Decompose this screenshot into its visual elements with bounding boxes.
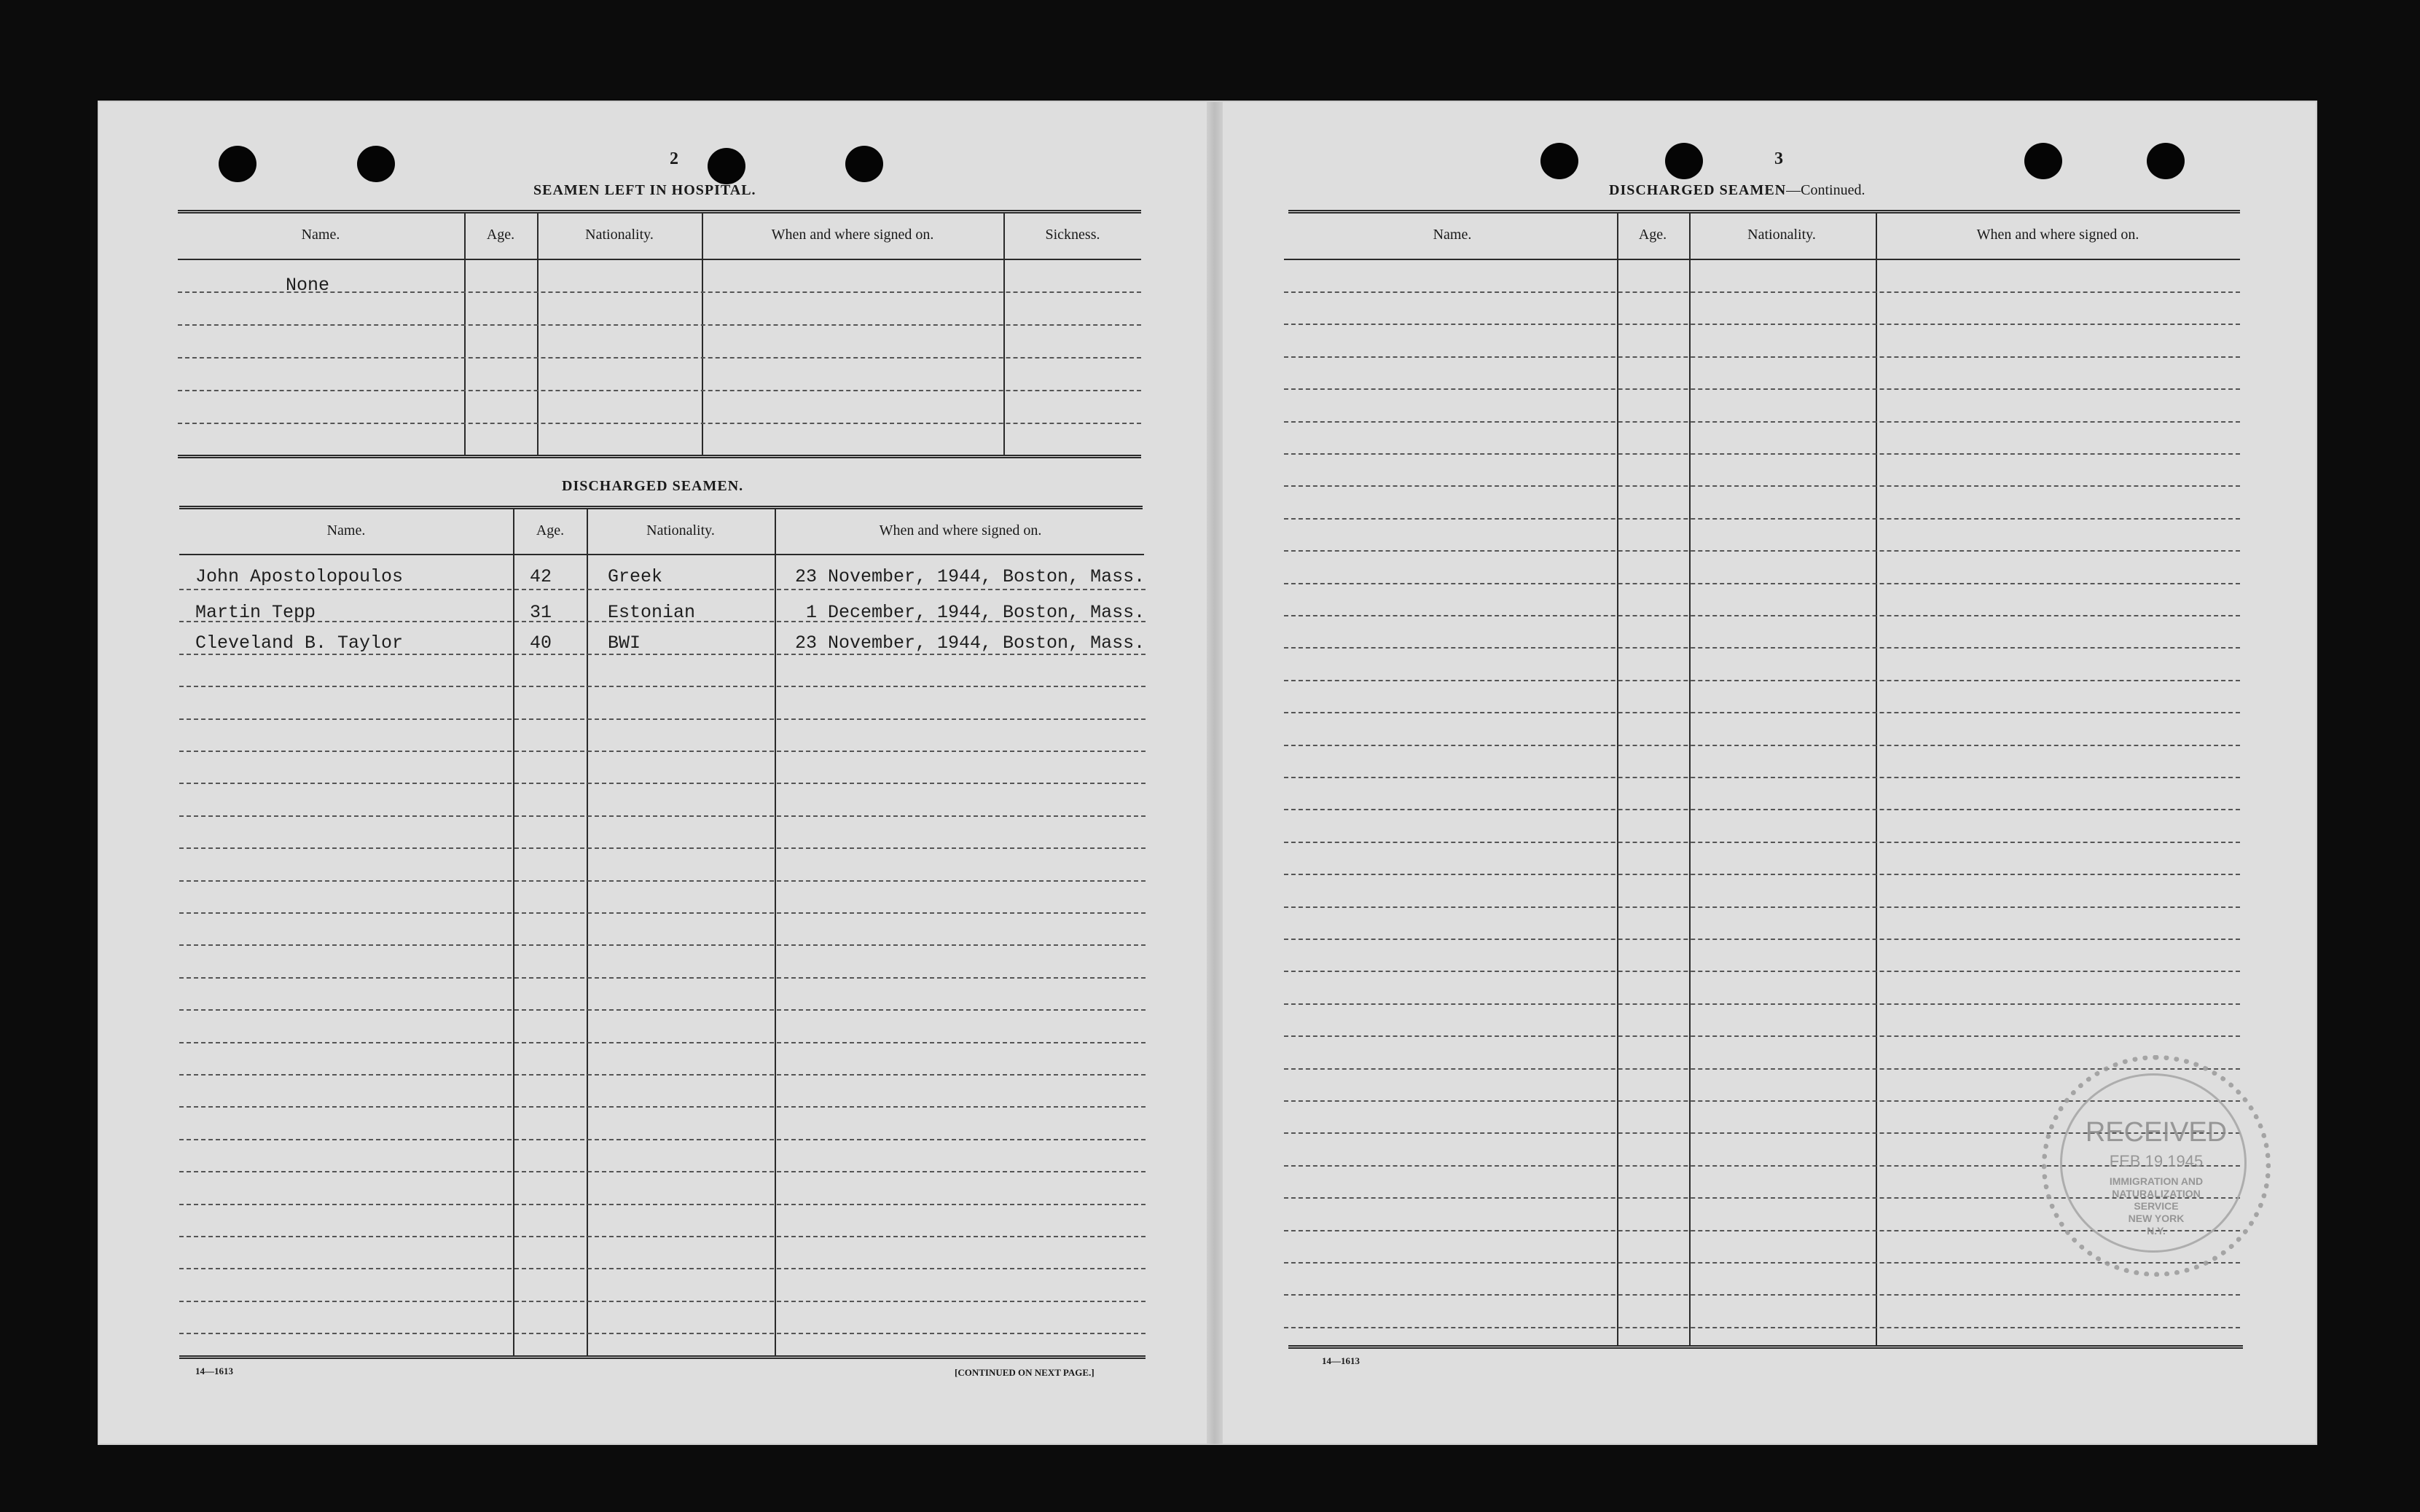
discharged-col-divider [775, 509, 776, 1357]
continued-note: [CONTINUED ON NEXT PAGE.] [955, 1367, 1095, 1378]
row-rule [179, 977, 1146, 979]
row-rule [1284, 518, 2240, 520]
seaman-signed-on: 23 November, 1944, Boston, Mass. [795, 566, 1146, 587]
row-rule [179, 1301, 1146, 1302]
row-rule [1284, 1035, 2240, 1037]
punch-hole [357, 146, 395, 182]
row-rule [179, 944, 1146, 946]
row-rule [1284, 291, 2240, 293]
row-rule [179, 1204, 1146, 1205]
row-rule [1284, 453, 2240, 455]
punch-hole [1540, 143, 1578, 179]
right-table-bottom-rule [1288, 1345, 2243, 1349]
right-table-top-rule [1288, 210, 2240, 214]
row-rule [1284, 583, 2240, 584]
punch-hole [708, 148, 745, 184]
row-rule [179, 1268, 1146, 1269]
row-rule [179, 654, 1146, 655]
hospital-col-divider [702, 213, 703, 455]
row-rule [1284, 939, 2240, 940]
discharged-table-top-rule [179, 506, 1143, 509]
row-rule [1284, 1327, 2240, 1328]
seaman-nationality: Estonian [608, 602, 696, 623]
row-rule [1284, 874, 2240, 875]
right-col-name: Name. [1433, 227, 1472, 243]
hospital-row-rule [178, 324, 1141, 326]
row-rule [179, 718, 1146, 720]
row-rule [1284, 745, 2240, 746]
seaman-name: Martin Tepp [195, 602, 316, 623]
row-rule [1284, 388, 2240, 390]
hospital-col-sickness: Sickness. [1045, 227, 1100, 243]
right-section-title [1609, 182, 1865, 199]
hospital-col-signed-on: When and where signed on. [771, 227, 934, 243]
punch-hole [219, 146, 257, 182]
row-rule [1284, 906, 2240, 908]
row-rule [179, 751, 1146, 752]
hospital-entry: None [286, 275, 330, 296]
row-rule [1284, 1262, 2240, 1264]
row-rule [1284, 680, 2240, 681]
row-rule [179, 1074, 1146, 1076]
row-rule [1284, 971, 2240, 972]
row-rule [1284, 842, 2240, 843]
stamp-agency-3: SERVICE [2134, 1200, 2179, 1212]
row-rule [179, 1009, 1146, 1011]
row-rule [1284, 1068, 2240, 1070]
hospital-row-rule [178, 390, 1141, 391]
row-rule [1284, 809, 2240, 810]
left-form-number: 14—1613 [195, 1366, 233, 1376]
row-rule [179, 1236, 1146, 1237]
hospital-row-rule [178, 423, 1141, 424]
stamp-agency-1: IMMIGRATION AND [2109, 1175, 2204, 1187]
hospital-col-divider [1003, 213, 1005, 455]
seaman-age: 40 [530, 632, 552, 654]
row-rule [179, 1171, 1146, 1172]
row-rule [1284, 647, 2240, 649]
left-page-number: 2 [670, 149, 678, 168]
seaman-nationality: Greek [608, 566, 663, 587]
row-rule [1284, 777, 2240, 778]
seaman-name: Cleveland B. Taylor [195, 632, 404, 654]
received-stamp [2042, 1055, 2271, 1277]
seaman-signed-on: 1 December, 1944, Boston, Mass. [806, 602, 1146, 623]
hospital-col-divider [537, 213, 539, 455]
row-rule [1284, 712, 2240, 713]
right-col-divider [1617, 213, 1618, 1347]
row-rule [179, 815, 1146, 817]
right-header-rule [1284, 259, 2240, 260]
stamp-state: N.Y. [2147, 1225, 2166, 1237]
row-rule [1284, 615, 2240, 616]
punch-hole [2024, 143, 2062, 179]
hospital-header-rule [178, 259, 1141, 260]
discharged-col-nationality: Nationality. [646, 522, 715, 538]
right-title-continued: —Continued. [1786, 182, 1865, 198]
hospital-section-title: SEAMEN LEFT IN HOSPITAL. [533, 182, 756, 198]
row-rule [1284, 1003, 2240, 1005]
right-form-number: 14—1613 [1322, 1355, 1360, 1366]
hospital-row-rule [178, 357, 1141, 359]
row-rule [1284, 485, 2240, 487]
hospital-col-name: Name. [301, 227, 340, 243]
discharged-col-name: Name. [326, 522, 366, 538]
stamp-city: NEW YORK [2128, 1213, 2185, 1224]
right-title-main: DISCHARGED SEAMEN [1609, 182, 1787, 198]
right-col-divider [1876, 213, 1877, 1347]
right-page-number: 3 [1774, 149, 1783, 168]
row-rule [179, 847, 1146, 849]
row-rule [1284, 356, 2240, 358]
stamp-date: FEB 19 1945 [2109, 1152, 2204, 1170]
row-rule [1284, 421, 2240, 423]
hospital-col-nationality: Nationality. [585, 227, 654, 243]
right-col-signed-on: When and where signed on. [1976, 227, 2139, 243]
row-rule [179, 1333, 1146, 1334]
row-rule [1284, 550, 2240, 552]
punch-hole [845, 146, 883, 182]
page-gutter [1207, 102, 1223, 1444]
row-rule [179, 783, 1146, 784]
right-col-nationality: Nationality. [1747, 227, 1816, 243]
discharged-col-divider [587, 509, 588, 1357]
hospital-table-bottom-rule [178, 455, 1141, 458]
discharged-col-divider [513, 509, 514, 1357]
right-col-divider [1689, 213, 1691, 1347]
stamp-received: RECEIVED [2085, 1117, 2228, 1148]
discharged-section-title: DISCHARGED SEAMEN. [562, 478, 744, 494]
row-rule [179, 1106, 1146, 1108]
seaman-name: John Apostolopoulos [195, 566, 404, 587]
punch-hole [2147, 143, 2185, 179]
row-rule [179, 589, 1146, 590]
row-rule [1284, 324, 2240, 325]
row-rule [179, 912, 1146, 914]
right-col-age: Age. [1638, 227, 1667, 243]
row-rule [179, 880, 1146, 882]
seaman-age: 31 [530, 602, 552, 623]
row-rule [179, 1042, 1146, 1043]
discharged-col-signed-on: When and where signed on. [879, 522, 1042, 538]
seaman-age: 42 [530, 566, 552, 587]
discharged-table-bottom-rule [179, 1355, 1146, 1359]
seaman-nationality: BWI [608, 632, 641, 654]
hospital-table-top-rule [178, 210, 1141, 214]
seaman-signed-on: 23 November, 1944, Boston, Mass. [795, 632, 1146, 654]
discharged-header-rule [179, 554, 1144, 555]
row-rule [1284, 1294, 2240, 1296]
hospital-col-age: Age. [486, 227, 515, 243]
row-rule [179, 686, 1146, 687]
row-rule [179, 1139, 1146, 1140]
stamp-agency-2: NATURALIZATION [2112, 1188, 2201, 1199]
discharged-col-age: Age. [536, 522, 565, 538]
punch-hole [1665, 143, 1703, 179]
hospital-col-divider [464, 213, 466, 455]
